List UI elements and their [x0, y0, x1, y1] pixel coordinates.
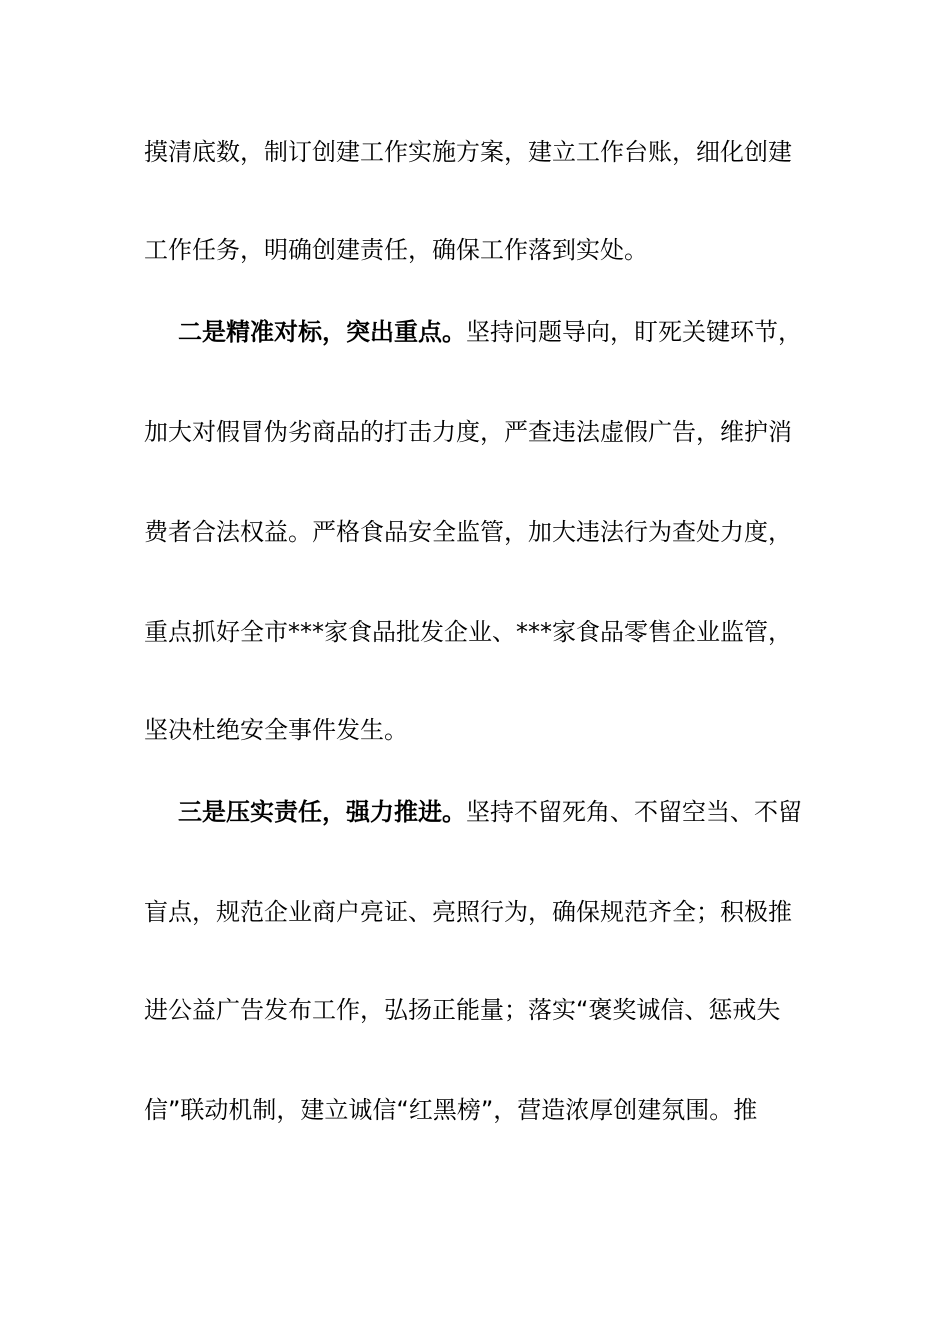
text-line-8: [178, 792, 806, 832]
section-text-2: 坚持问题导向，盯死关键环节，: [466, 318, 802, 346]
text-line-7: 坚决杜绝安全事件发生。: [144, 716, 408, 744]
section-text-3: 坚持不留死角、不留空当、不留: [466, 798, 802, 826]
text-line-2: 工作任务，明确创建责任，确保工作落到实处。: [144, 236, 648, 264]
text-line-5: 费者合法权益。严格食品安全监管，加大违法行为查处力度，: [144, 518, 792, 546]
text-line-4: 加大对假冒伪劣商品的打击力度，严查违法虚假广告，维护消: [144, 418, 792, 446]
text-line-1: 摸清底数，制订创建工作实施方案，建立工作台账，细化创建: [144, 138, 792, 166]
text-line-11: 信”联动机制，建立诚信“红黑榜”，营造浓厚创建氛围。推: [144, 1096, 758, 1124]
text-line-10: 进公益广告发布工作，弘扬正能量；落实“褒奖诚信、惩戒失: [144, 996, 781, 1024]
text-line-6: 重点抓好全市***家食品批发企业、***家食品零售企业监管，: [144, 618, 792, 646]
text-line-9: 盲点，规范企业商户亮证、亮照行为，确保规范齐全；积极推: [144, 898, 792, 926]
section-heading-3: 三是压实责任，强力推进。: [178, 798, 466, 826]
text-line-3: [178, 312, 806, 352]
section-heading-2: 二是精准对标，突出重点。: [178, 318, 466, 346]
